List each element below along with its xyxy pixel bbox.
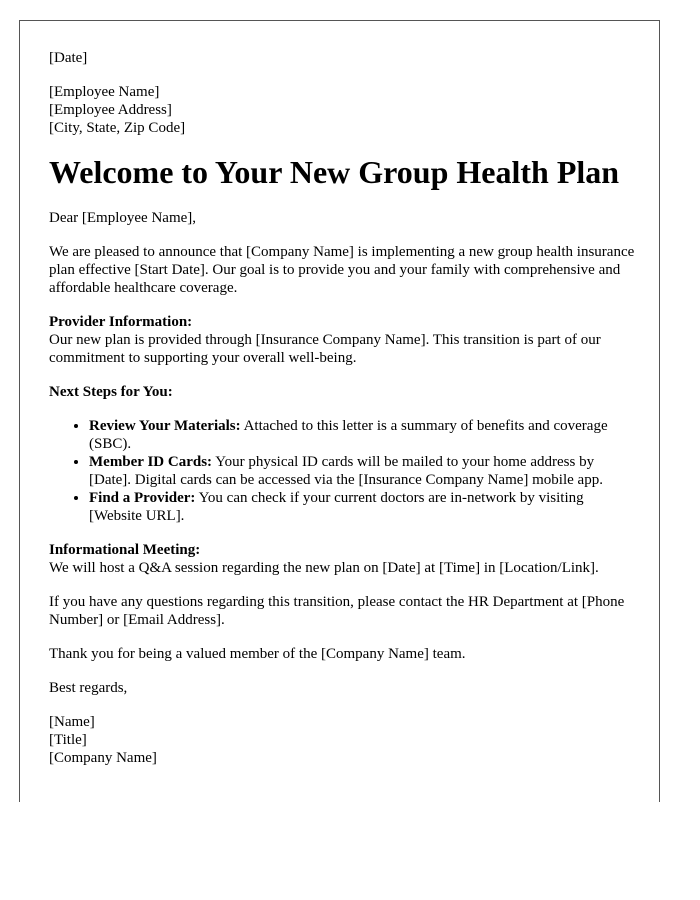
signature-title: [Title] [49,732,87,748]
salutation: Dear [Employee Name], [49,210,197,226]
letter-title: Welcome to Your New Group Health Plan [49,154,620,190]
letter-page [19,20,660,802]
closing: Best regards, [49,680,128,696]
next-step-text: Attached to this letter is a summary of benefits and coverage (SBC). [89,418,608,452]
thanks-paragraph: Thank you for being a valued member of the [Company Name] team. [49,646,466,662]
letter-date: [Date] [49,50,88,66]
list-item [89,489,639,525]
list-item [89,453,639,489]
signature-company: [Company Name] [49,750,157,766]
provider-information-section [49,313,639,367]
recipient-name: [Employee Name] [49,84,160,100]
list-item [89,417,639,453]
signature-name: [Name] [49,714,95,730]
recipient-address: [Employee Address] [49,102,172,118]
next-step-text: Your physical ID cards will be mailed to your home address by [Date]. Digital cards can be accessed via the [Insurance Company Name] mobile app. [89,454,603,488]
next-step-label: Find a Provider: [89,490,196,506]
signature-block [49,713,639,767]
informational-meeting-heading: Informational Meeting: [49,542,201,558]
next-step-label: Review Your Materials: [89,418,241,434]
recipient-address-block [49,83,639,137]
informational-meeting-section [49,541,639,577]
next-step-label: Member ID Cards: [89,454,213,470]
intro-paragraph: We are pleased to announce that [Company Name] is implementing a new group health insurance plan effective [Start Date]. Our goal is to provide you and your family with comprehensive and affordable healthcare coverage. [49,244,635,296]
provider-information-body: Our new plan is provided through [Insurance Company Name]. This transition is part of our commitment to supporting your overall well-being. [49,332,601,366]
next-steps-list [49,417,639,525]
informational-meeting-body: We will host a Q&A session regarding the new plan on [Date] at [Time] in [Location/Link]. [49,560,599,576]
provider-information-heading: Provider Information: [49,314,193,330]
recipient-city-state-zip: [City, State, Zip Code] [49,120,186,136]
next-steps-heading: Next Steps for You: [49,384,173,400]
questions-paragraph: If you have any questions regarding this transition, please contact the HR Department at [Phone Number] or [Email Address]. [49,594,625,628]
next-step-text: You can check if your current doctors are in-network by visiting [Website URL]. [89,490,584,524]
letter-content [49,49,639,767]
